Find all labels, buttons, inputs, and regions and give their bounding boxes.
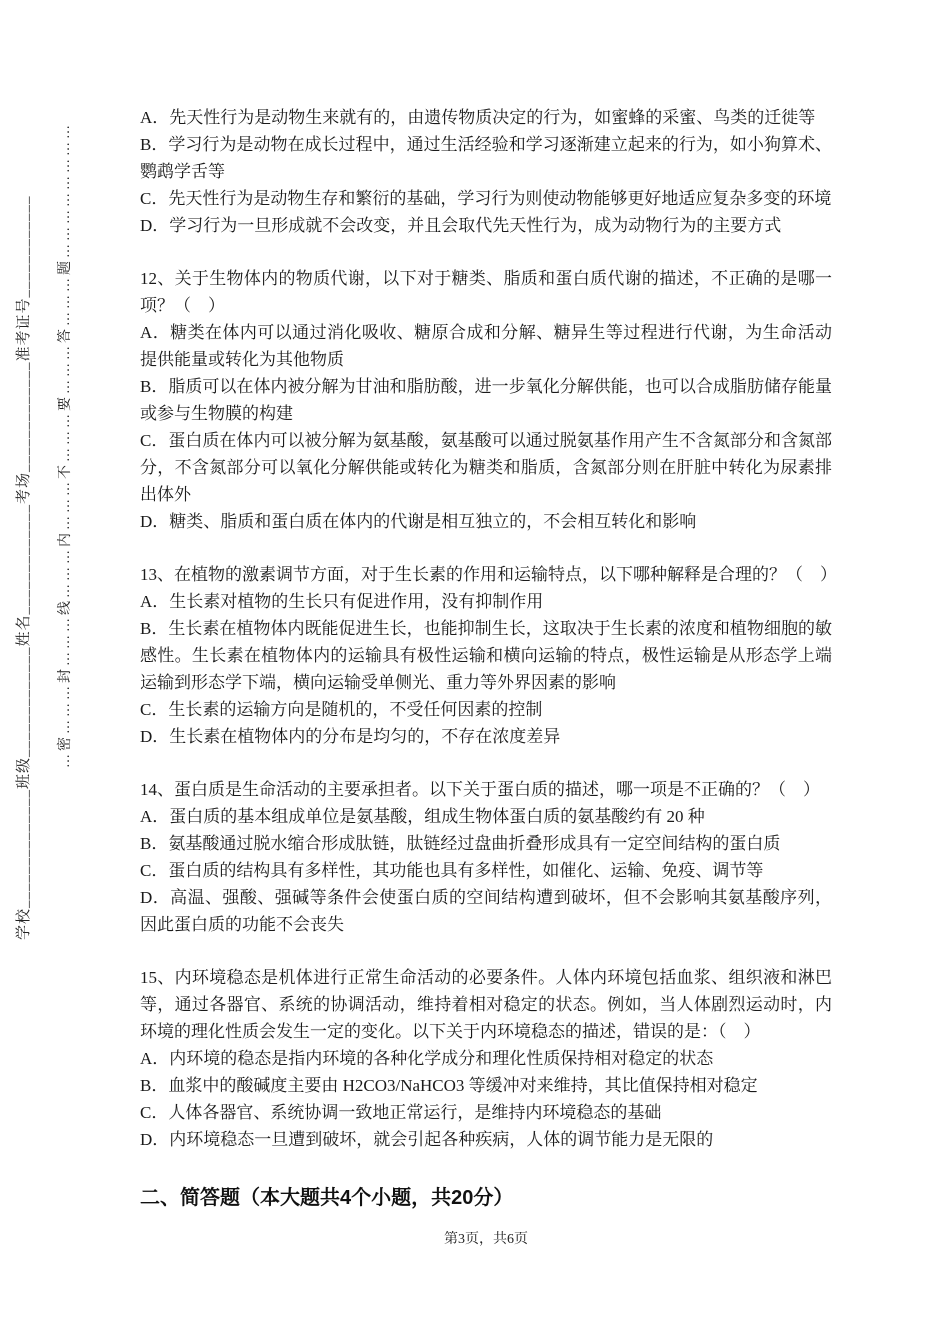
question-13-option-b: B．生长素在植物体内既能促进生长，也能抑制生长，这取决于生长素的浓度和植物细胞的敏感性。生长素在植物体内的运输具有极性运输和横向运输的特点，极性运输是从形态学上端运输到形态学下端，横向运输受单侧光、重力等外界因素的影响 bbox=[140, 619, 832, 692]
question-15-option-d: D．内环境稳态一旦遭到破坏，就会引起各种疾病，人体的调节能力是无限的 bbox=[140, 1130, 714, 1149]
seal-line: …密………封………线………内………不………要………答………题…………………… bbox=[58, 122, 73, 768]
question-15-option-a: A．内环境的稳态是指内环境的各种化学成分和理化性质保持相对稳定的状态 bbox=[140, 1049, 714, 1068]
question-13-option-a: A．生长素对植物的生长只有促进作用，没有抑制作用 bbox=[140, 592, 544, 611]
question-13 bbox=[140, 561, 837, 750]
question-11-option-b: B．学习行为是动物在成长过程中，通过生活经验和学习逐渐建立起来的行为，如小狗算术、鹦鹉学舌等 bbox=[140, 135, 832, 181]
question-11-options bbox=[140, 104, 832, 239]
question-13-stem: 13、在植物的激素调节方面，对于生长素的作用和运输特点，以下哪种解释是合理的？（ ） bbox=[140, 565, 837, 584]
question-12-option-a: A．糖类在体内可以通过消化吸收、糖原合成和分解、糖异生等过程进行代谢，为生命活动提供能量或转化为其他物质 bbox=[140, 323, 832, 369]
question-15-option-b: B．血浆中的酸碱度主要由 H2CO3/NaHCO3 等缓冲对来维持，其比值保持相对稳定 bbox=[140, 1076, 758, 1095]
question-14-option-a: A．蛋白质的基本组成单位是氨基酸，组成生物体蛋白质的氨基酸约有 20 种 bbox=[140, 807, 705, 826]
question-14-option-c: C．蛋白质的结构具有多样性，其功能也具有多样性，如催化、运输、免疫、调节等 bbox=[140, 861, 764, 880]
question-12-stem: 12、关于生物体内的物质代谢，以下对于糖类、脂质和蛋白质代谢的描述，不正确的是哪一项？（ ） bbox=[140, 269, 832, 315]
question-11-option-a: A．先天性行为是动物生来就有的，由遗传物质决定的行为，如蜜蜂的采蜜、鸟类的迁徙等 bbox=[140, 108, 816, 127]
question-14-option-b: B．氨基酸通过脱水缩合形成肽链，肽链经过盘曲折叠形成具有一定空间结构的蛋白质 bbox=[140, 834, 781, 853]
section-2-header: 二、简答题（本大题共4个小题，共20分） bbox=[140, 1187, 514, 1209]
question-15 bbox=[140, 964, 832, 1153]
student-info-fields: 学校______________班级_____________姓名_____________考场_____________准考证号____________ bbox=[16, 195, 32, 940]
question-15-option-c: C．人体各器官、系统协调一致地正常运行，是维持内环境稳态的基础 bbox=[140, 1103, 662, 1122]
question-12-option-d: D．糖类、脂质和蛋白质在体内的代谢是相互独立的，不会相互转化和影响 bbox=[140, 512, 697, 531]
question-12-option-b: B．脂质可以在体内被分解为甘油和脂肪酸，进一步氧化分解供能，也可以合成脂肪储存能量或参与生物膜的构建 bbox=[140, 377, 832, 423]
question-12 bbox=[140, 265, 832, 535]
question-11-option-d: D．学习行为一旦形成就不会改变，并且会取代先天性行为，成为动物行为的主要方式 bbox=[140, 216, 782, 235]
page-footer: 第3页，共6页 bbox=[444, 1232, 528, 1247]
question-13-option-c: C．生长素的运输方向是随机的，不受任何因素的控制 bbox=[140, 700, 543, 719]
question-11-option-c: C．先天性行为是动物生存和繁衍的基础，学习行为则使动物能够更好地适应复杂多变的环境 bbox=[140, 189, 832, 208]
question-14 bbox=[140, 776, 832, 938]
question-13-option-d: D．生长素在植物体内的分布是均匀的，不存在浓度差异 bbox=[140, 727, 561, 746]
question-15-stem: 15、内环境稳态是机体进行正常生命活动的必要条件。人体内环境包括血浆、组织液和淋巴等，通过各器官、系统的协调活动，维持着相对稳定的状态。例如，当人体剧烈运动时，内环境的理化性质会发生一定的变化。以下关于内环境稳态的描述，错误的是：（ ） bbox=[140, 968, 832, 1041]
question-14-option-d: D．高温、强酸、强碱等条件会使蛋白质的空间结构遭到破坏，但不会影响其氨基酸序列，因此蛋白质的功能不会丧失 bbox=[140, 888, 832, 934]
question-12-option-c: C．蛋白质在体内可以被分解为氨基酸，氨基酸可以通过脱氨基作用产生不含氮部分和含氮部分，不含氮部分可以氧化分解供能或转化为糖类和脂质，含氮部分则在肝脏中转化为尿素排出体外 bbox=[140, 431, 832, 504]
question-14-stem: 14、蛋白质是生命活动的主要承担者。以下关于蛋白质的描述，哪一项是不正确的？（ ） bbox=[140, 780, 820, 799]
exam-content bbox=[140, 104, 837, 1213]
